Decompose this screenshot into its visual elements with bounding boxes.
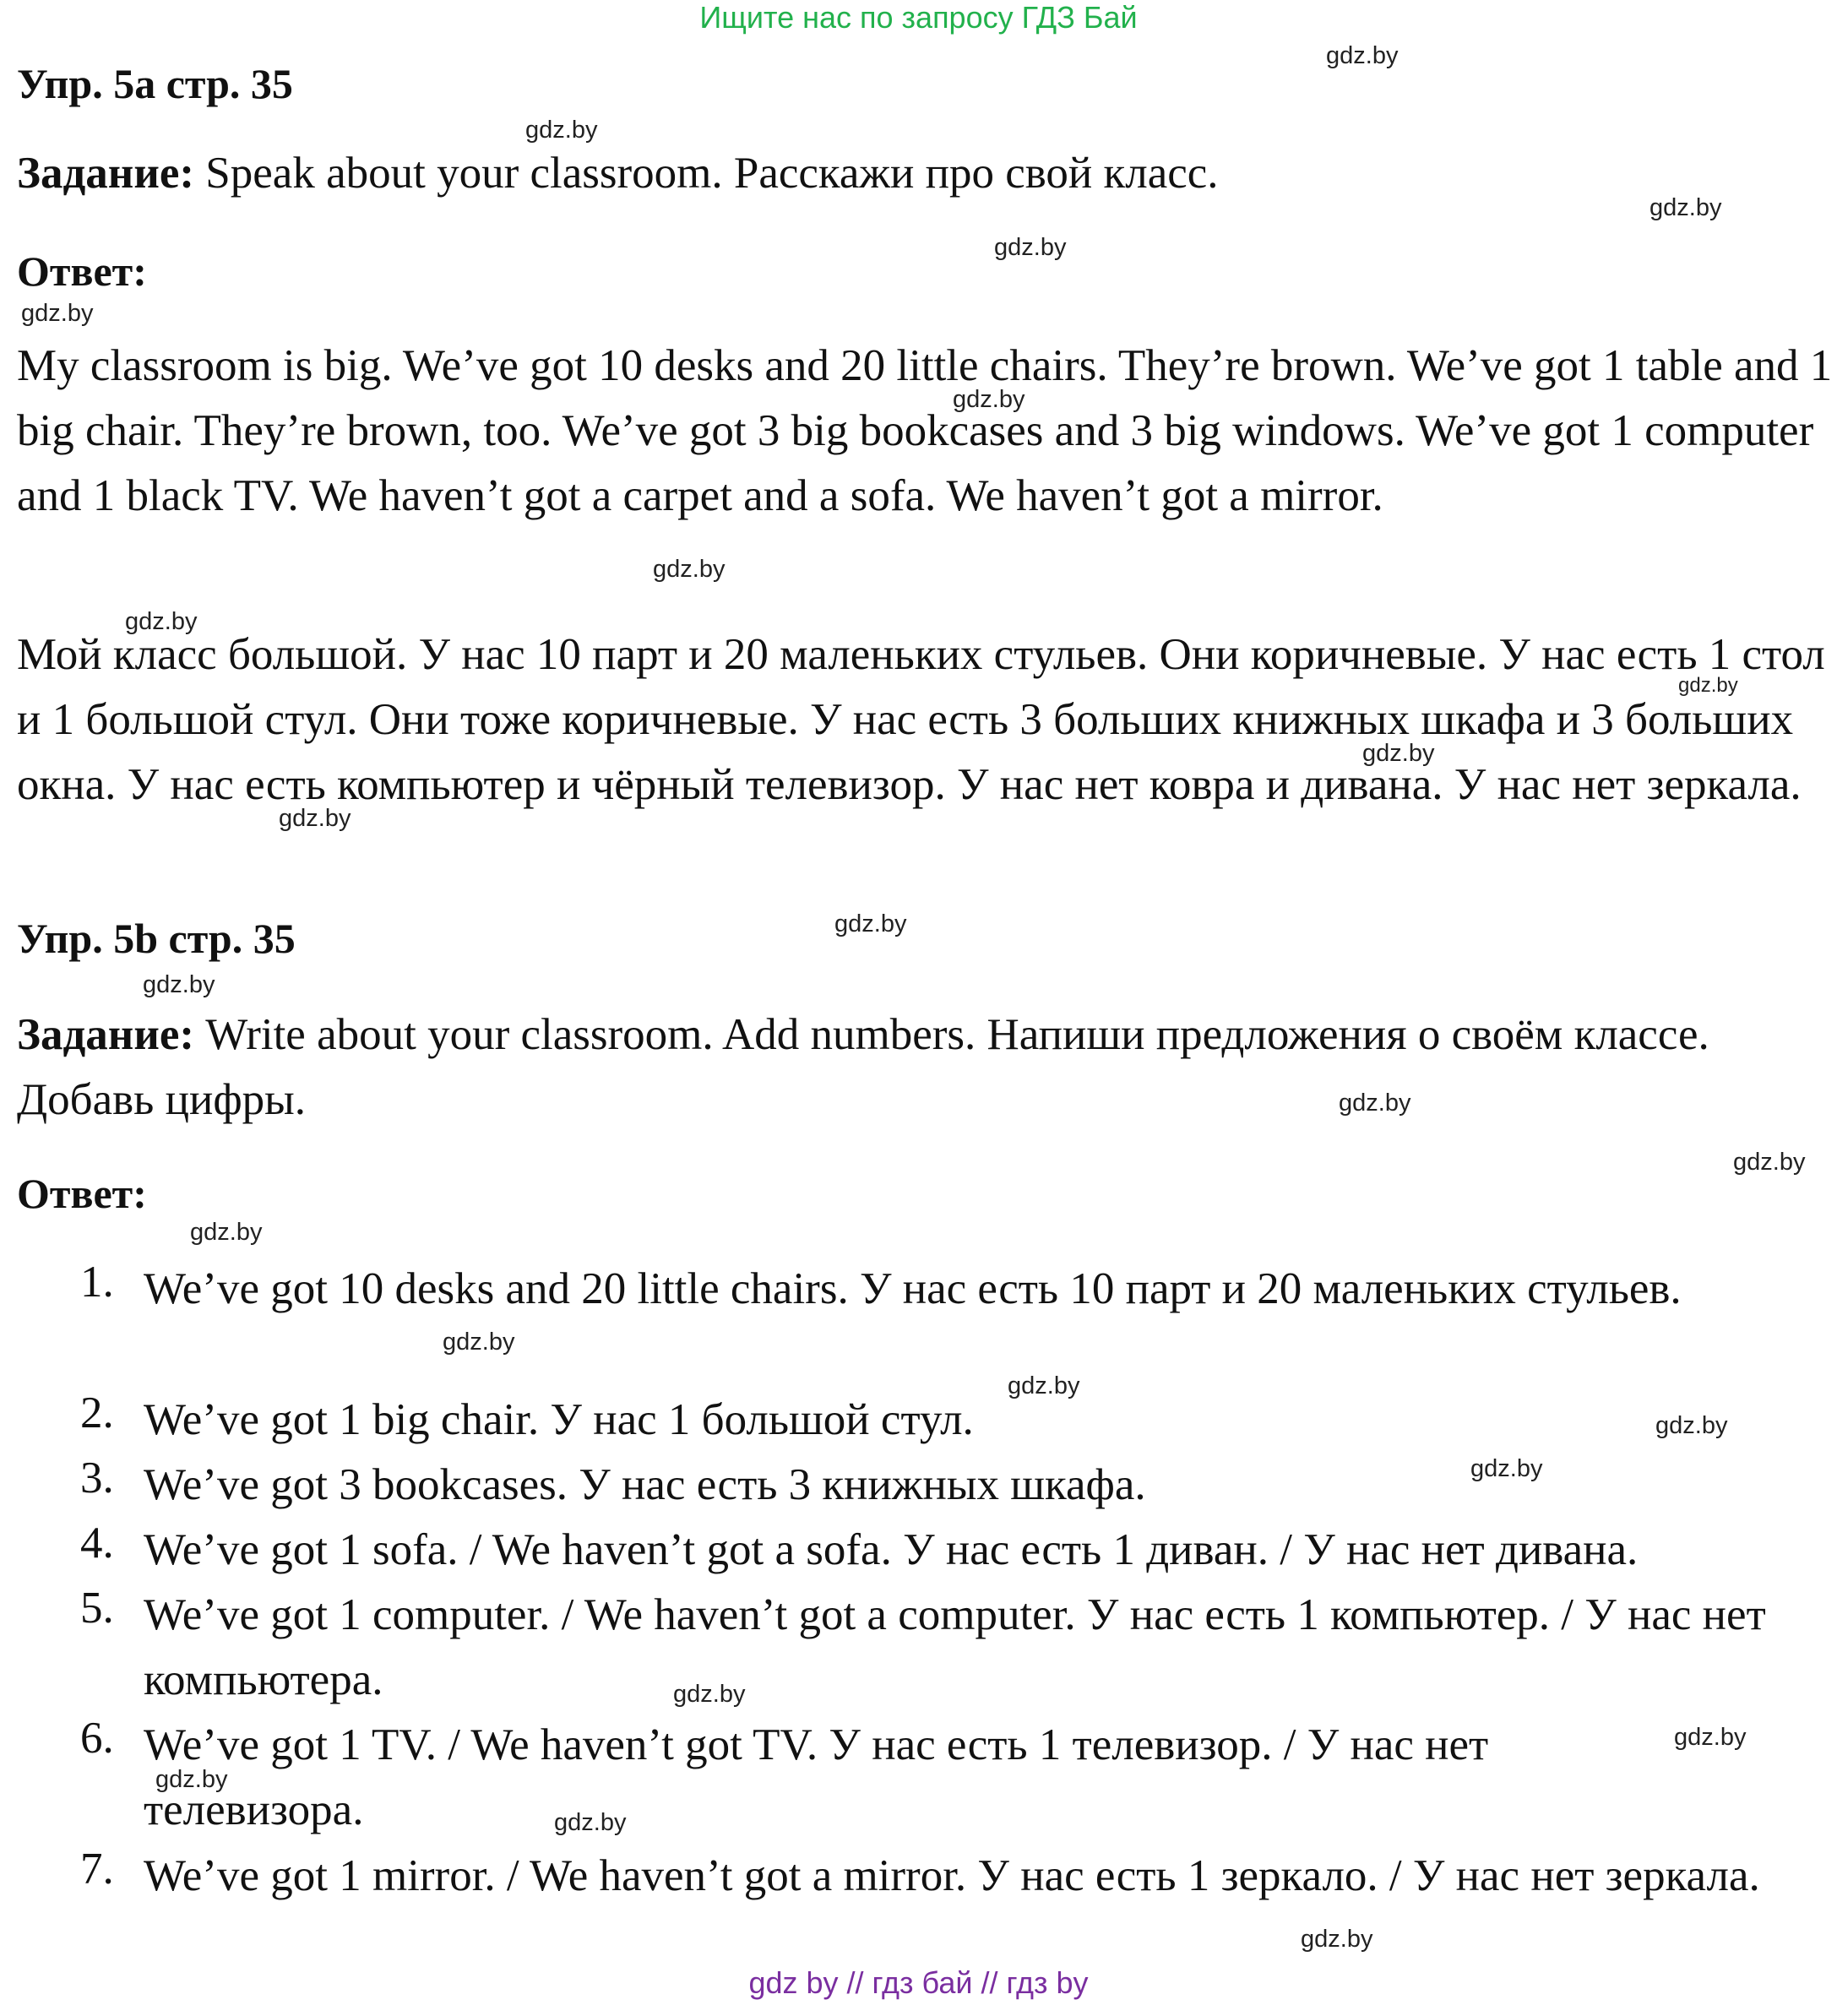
watermark: gdz.by [525,117,598,144]
watermark: gdz.by [1326,42,1399,69]
list-item: We’ve got 3 bookcases. У нас есть 3 книжных шкафа. [144,1460,1146,1509]
watermark: gdz.by [1649,194,1722,221]
watermark: gdz.by [834,910,907,937]
list-item: We’ve got 1 computer. / We haven’t got a computer. У нас есть 1 компьютер. / У нас нет компьютера. [144,1590,1766,1704]
list-item-number: 6. [80,1714,114,1763]
list-item-number: 7. [80,1845,114,1894]
section-b-answer-label: Ответ: [17,1170,147,1217]
watermark: gdz.by [1008,1372,1080,1399]
watermark: gdz.by [994,234,1067,261]
list-item-number: 4. [80,1519,114,1568]
watermark: gdz.by [21,300,94,327]
watermark: gdz.by [155,1766,228,1793]
task-label: Задание: [17,1010,195,1059]
watermark: gdz.by [953,386,1025,413]
list-item-number: 2. [80,1388,114,1437]
watermark: gdz.by [1733,1149,1806,1176]
task-label: Задание: [17,149,195,198]
watermark: gdz.by [1674,1724,1747,1751]
list-item-number: 5. [80,1584,114,1633]
list-item: We’ve got 1 sofa. / We haven’t got a sofa. У нас есть 1 диван. / У нас нет дивана. [144,1525,1639,1574]
section-b-heading: Упр. 5b стр. 35 [17,915,296,962]
section-a-heading: Упр. 5а стр. 35 [17,60,293,107]
list-item-number: 3. [80,1454,114,1502]
watermark: gdz.by [1655,1412,1728,1439]
watermark: gdz.by [143,971,215,998]
watermark: gdz.by [653,556,726,583]
watermark: gdz.by [190,1219,263,1246]
watermark: gdz.by [673,1681,746,1708]
answer-paragraph-ru: Мой класс большой. У нас 10 парт и 20 маленьких стульев. Они коричневые. У нас есть 1 стол и 1 большой стул. Они тоже коричневые. У нас есть 3 больших книжных шкафа и 3 больших окна. У нас есть компьютер и чёрный телевизор. У нас нет ковра и дивана. У нас нет зеркала. [17,630,1825,809]
list-item: We’ve got 1 big chair. У нас 1 большой стул. [144,1395,974,1444]
section-b-task [17,1003,1791,1133]
watermark: gdz.by [1470,1455,1543,1482]
section-a-task [17,148,1219,198]
list-item: We’ve got 1 TV. / We haven’t got TV. У нас есть 1 телевизор. / У нас нет телевизора. [144,1720,1489,1834]
search-banner: Ищите нас по запросу ГДЗ Бай [699,0,1138,35]
watermark: gdz.by [1678,674,1738,697]
footer-links: gdz by // гдз бай // гдз by [748,1965,1089,2000]
watermark: gdz.by [125,608,198,635]
watermark: gdz.by [279,805,351,832]
list-item-number: 1. [80,1258,114,1307]
answer-paragraph-en: My classroom is big. We’ve got 10 desks and 20 little chairs. They’re brown. We’ve got 1 table and 1 big chair. They’re brown, too. We’ve got 3 big bookcases and 3 big windows. We’ve got 1 computer and 1 black TV. We haven’t got a carpet and a sofa. We haven’t got a mirror. [17,341,1833,520]
task-text: Speak about your classroom. Расскажи про свой класс. [194,149,1219,198]
list-item: We’ve got 10 desks and 20 little chairs. У нас есть 10 парт и 20 маленьких стульев. [144,1264,1682,1313]
section-a-answer-label: Ответ: [17,247,147,295]
list-item: We’ve got 1 mirror. / We haven’t got a mirror. У нас есть 1 зеркало. / У нас нет зеркала. [144,1851,1760,1900]
watermark: gdz.by [1362,740,1435,767]
watermark: gdz.by [1301,1926,1373,1953]
watermark: gdz.by [1339,1090,1411,1117]
watermark: gdz.by [554,1809,627,1836]
watermark: gdz.by [443,1329,515,1356]
task-text: Write about your classroom. Add numbers. Напиши предложения о своём классе. Добавь цифры. [17,1010,1709,1124]
